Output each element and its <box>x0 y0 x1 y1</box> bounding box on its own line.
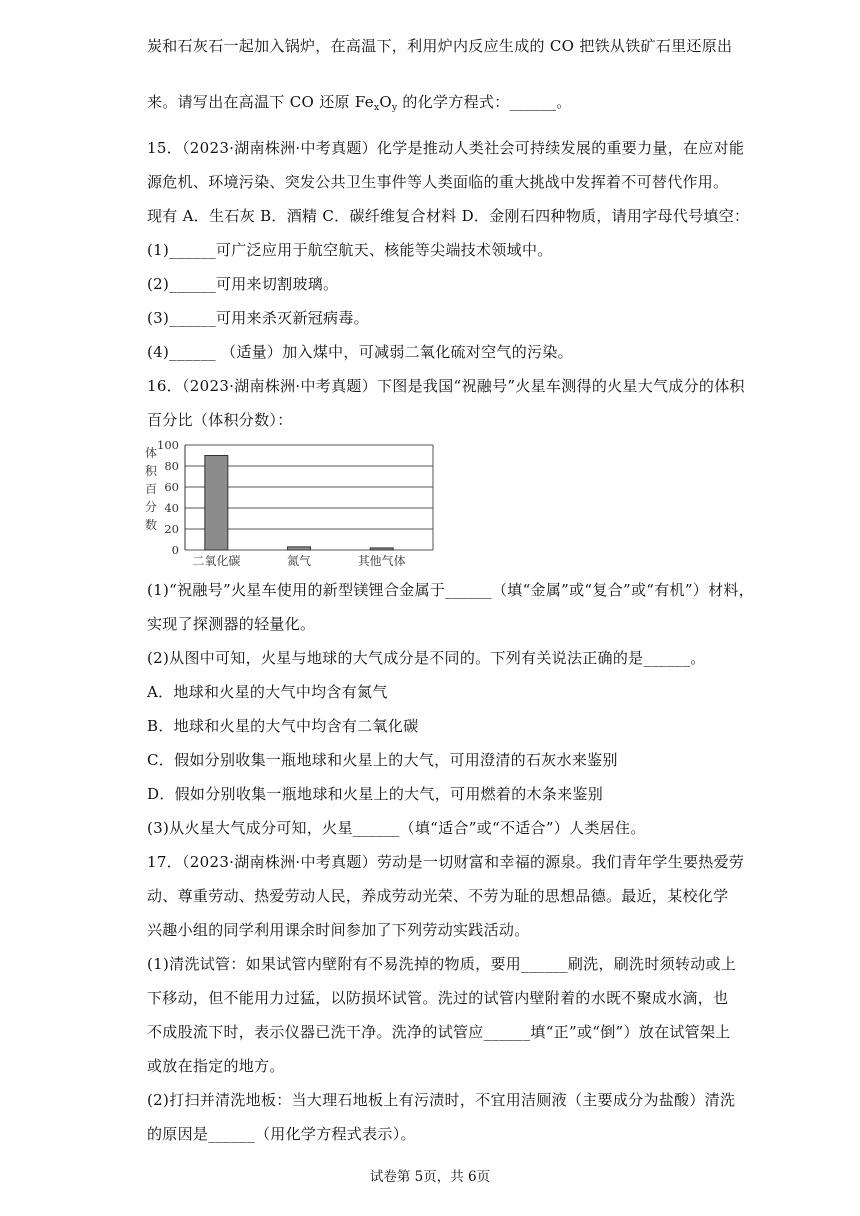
text-line: 16．（2023·湖南株洲·中考真题）下图是我国“祝融号”火星车测得的火星大气成分的体积 <box>147 377 745 395</box>
text-line: (1)______可广泛应用于航空航天、核能等尖端技术领域中。 <box>147 241 553 259</box>
bar-1 <box>288 547 311 550</box>
text-line: 的原因是______（用化学方程式表示）。 <box>147 1125 416 1143</box>
x-tick-label: 二氧化碳 <box>192 554 241 568</box>
text-line: (4)______ （适量）加入煤中，可减弱二氧化硫对空气的污染。 <box>147 343 573 361</box>
y-tick-label: 80 <box>164 459 179 473</box>
text-line: 不成股流下时，表示仪器已洗干净。洗净的试管应______填“正”或“倒”）放在试管架上 <box>147 1023 731 1041</box>
text-line: 15．（2023·湖南株洲·中考真题）化学是推动人类社会可持续发展的重要力量，在应对能 <box>147 139 745 157</box>
text-line: (2)从图中可知，火星与地球的大气成分是不同的。下列有关说法正确的是______。 <box>147 649 706 667</box>
text-line: C．假如分别收集一瓶地球和火星上的大气，可用澄清的石灰水来鉴别 <box>147 751 618 769</box>
text-line: 源危机、环境污染、突发公共卫生事件等人类面临的重大挑战中发挥着不可替代作用。 <box>147 173 729 191</box>
bar-0 <box>205 456 228 551</box>
text-line: (3)______可用来杀灭新冠病毒。 <box>147 309 369 327</box>
y-axis-label-char: 体 <box>144 446 158 460</box>
x-tick-label: 其他气体 <box>357 554 406 568</box>
text-line: 现有 A．生石灰 B．酒精 C．碳纤维复合材料 D．金刚石四种物质，请用字母代号填空： <box>147 207 750 225</box>
y-axis-label-char: 分 <box>144 500 158 514</box>
text-line: D．假如分别收集一瓶地球和火星上的大气，可用燃着的木条来鉴别 <box>147 785 604 803</box>
text-line: 兴趣小组的同学利用课余时间参加了下列劳动实践活动。 <box>147 921 530 939</box>
text-line: (1)“祝融号”火星车使用的新型镁锂合金属于______（填“金属”或“复合”或“有机”）材料， <box>147 581 754 599</box>
text-line: 炭和石灰石一起加入锅炉，在高温下，利用炉内反应生成的 CO 把铁从铁矿石里还原出 <box>147 37 733 55</box>
text-line: A．地球和火星的大气中均含有氮气 <box>147 683 388 701</box>
text-line: 下移动，但不能用力过猛，以防损坏试管。洗过的试管内壁附着的水既不聚成水滴，也 <box>147 989 729 1007</box>
page-footer: 试卷第 5页，共 6页 <box>369 1169 491 1185</box>
text-line: B．地球和火星的大气中均含有二氧化碳 <box>147 717 419 735</box>
x-tick-label: 氮气 <box>286 554 312 568</box>
y-tick-label: 60 <box>164 480 179 494</box>
text-line: 实现了探测器的轻量化。 <box>147 615 316 633</box>
y-axis-label-char: 积 <box>144 464 158 478</box>
y-tick-label: 100 <box>157 440 179 452</box>
y-axis-label-char: 数 <box>144 518 158 532</box>
text-line: (2)打扫并清洗地板：当大理石地板上有污渍时，不宜用洁厕液（主要成分为盐酸）清洗 <box>147 1091 736 1109</box>
text-line: 来。请写出在高温下 CO 还原 $Fe_xO_y$ 的化学方程式：______。 <box>147 93 572 113</box>
text-line: (2)______可用来切割玻璃。 <box>147 275 339 293</box>
x-tick-labels <box>192 553 405 568</box>
chart-bars <box>205 456 393 551</box>
text-line: 动、尊重劳动、热爱劳动人民，养成劳动光荣、不劳为耻的思想品德。最近，某校化学 <box>147 887 729 905</box>
text-line: (1)清洗试管：如果试管内壁附有不易洗掉的物质，要用______刷洗，刷洗时须转动或上 <box>147 955 737 973</box>
y-tick-label: 40 <box>164 501 179 515</box>
chart-grid <box>157 440 433 557</box>
y-axis-label-char: 百 <box>144 482 158 496</box>
text-line: 或放在指定的地方。 <box>147 1057 285 1075</box>
text-line: 17．（2023·湖南株洲·中考真题）劳动是一切财富和幸福的源泉。我们青年学生要热爱劳 <box>147 853 745 871</box>
mars-atmosphere-bar-chart <box>140 440 440 570</box>
text-line: 百分比（体积分数）： <box>147 411 293 429</box>
y-tick-label: 0 <box>171 543 179 557</box>
text-line: (3)从火星大气成分可知，火星______（填“适合”或“不适合”）人类居住。 <box>147 819 646 837</box>
y-axis-label <box>145 445 158 532</box>
bar-2 <box>370 548 393 550</box>
y-tick-label: 20 <box>164 522 179 536</box>
